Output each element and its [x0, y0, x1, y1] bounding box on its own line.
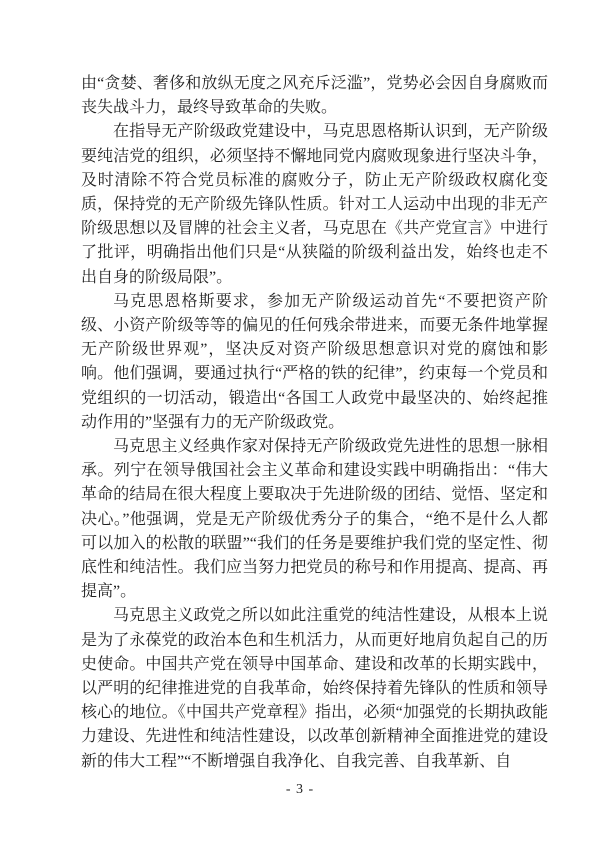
paragraph-marx-engels-demand: 马克思恩格斯要求，参加无产阶级运动首先“不要把资产阶级、小资产阶级等等的偏见的任何残余带进来，而要无条件地掌握无产阶级世界观”，坚决反对资产阶级思想意识对党的腐蚀和影响。他们强调，要通过执行“严格的铁的纪律”，约束每一个党员和党组织的一切活动，锻造出“各国工人政党中最坚决的、始终起推动作用的”坚强有力的无产阶级政党。 [81, 292, 548, 431]
paragraph-party-organization: 在指导无产阶级政党建设中，马克思恩格斯认识到，无产阶级要纯洁党的组织，必须坚持不懈地同党内腐败现象进行坚决斗争，及时清除不符合党员标准的腐败分子，防止无产阶级政权腐化变质，保持党的无产阶级先锋队性质。针对工人运动中出现的非无产阶级思想以及冒牌的社会主义者，马克思在《共产党宣言》中进行了批评，明确指出他们只是“从狭隘的阶级利益出发，始终也走不出自身的阶级局限”。 [81, 123, 548, 286]
paragraph-continuation: 由“贪婪、奢侈和放纵无度之风充斥泛滥”，党势必会因自身腐败而丧失战斗力，最终导致革命的失败。 [81, 75, 548, 117]
page-number: - 3 - [285, 782, 315, 797]
document-body [81, 72, 548, 774]
paragraph-lenin-quote: 马克思主义经典作家对保持无产阶级政党先进性的思想一脉相承。列宁在领导俄国社会主义革命和建设实践中明确指出：“伟大革命的结局在很大程度上要取决于先进阶级的团结、觉悟、坚定和决心。”他强调，党是无产阶级优秀分子的集合，“绝不是什么人都可以加入的松散的联盟”“我们的任务是要维护我们党的坚定性、彻底性和纯洁性。我们应当努力把党员的称号和作用提高、提高、再提高”。 [81, 438, 548, 601]
paragraph-party-purity: 马克思主义政党之所以如此注重党的纯洁性建设，从根本上说是为了永葆党的政治本色和生机活力，从而更好地肩负起自己的历史使命。中国共产党在领导中国革命、建设和改革的长期实践中，以严明的纪律推进党的自我革命，始终保持着先锋队的性质和领导核心的地位。《中国共产党章程》指出，必须“加强党的长期执政能力建设、先进性和纯洁性建设，以改革创新精神全面推进党的建设新的伟大工程”“不断增强自我净化、自我完善、自我革新、自 [81, 607, 548, 770]
